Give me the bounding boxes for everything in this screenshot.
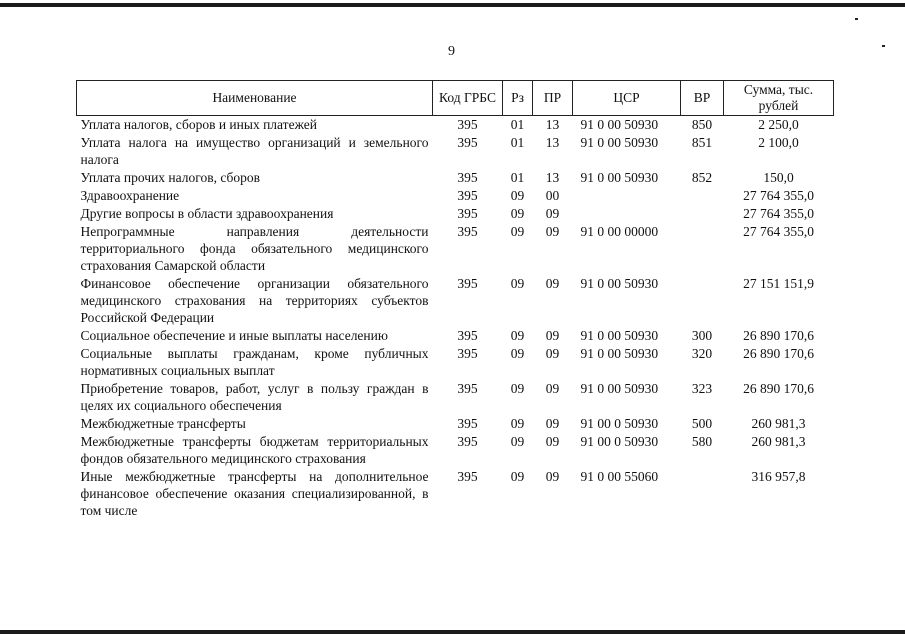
header-sum: Сумма, тыс. рублей xyxy=(724,81,834,116)
cell-pr: 13 xyxy=(545,117,560,132)
table-row xyxy=(77,327,834,345)
cell-sum: 27 764 355,0 xyxy=(743,206,814,221)
cell-csr: 91 0 00 50930 xyxy=(580,346,659,361)
cell-grbs: 395 xyxy=(457,206,478,221)
cell-rz: 09 xyxy=(510,224,525,239)
cell-grbs: 395 xyxy=(457,117,478,132)
cell-sum: 26 890 170,6 xyxy=(743,381,814,396)
cell-vr: 323 xyxy=(691,381,713,396)
cell-csr: 91 00 0 50930 xyxy=(580,434,659,449)
header-name: Наименование xyxy=(77,81,433,116)
cell-rz: 09 xyxy=(510,328,525,343)
cell-pr: 13 xyxy=(545,135,560,150)
cell-csr: 91 0 00 50930 xyxy=(580,170,659,185)
cell-pr: 09 xyxy=(545,416,560,431)
cell-rz: 09 xyxy=(510,188,525,203)
cell-sum: 27 151 151,9 xyxy=(743,276,814,291)
cell-rz: 09 xyxy=(510,346,525,361)
cell-vr: 300 xyxy=(691,328,713,343)
cell-grbs: 395 xyxy=(457,224,478,239)
cell-vr xyxy=(681,205,724,223)
cell-name: Финансовое обеспечение организации обязательного медицинского страхования на территориях субъектов Российской Федерации xyxy=(80,276,429,325)
cell-pr: 00 xyxy=(545,188,560,203)
table-row xyxy=(77,275,834,327)
cell-name: Межбюджетные трансферты xyxy=(80,416,246,431)
cell-csr: 91 0 00 50930 xyxy=(580,117,659,132)
table-row xyxy=(77,468,834,520)
cell-vr: 500 xyxy=(691,416,713,431)
header-pr: ПР xyxy=(533,81,573,116)
cell-rz: 01 xyxy=(510,135,525,150)
cell-grbs: 395 xyxy=(457,416,478,431)
cell-csr: 91 0 00 55060 xyxy=(580,469,659,484)
cell-vr xyxy=(681,223,724,275)
cell-sum: 26 890 170,6 xyxy=(743,328,814,343)
cell-grbs: 395 xyxy=(457,188,478,203)
cell-vr: 580 xyxy=(691,434,713,449)
cell-sum: 260 981,3 xyxy=(751,416,806,431)
header-rz: Рз xyxy=(503,81,533,116)
table-row xyxy=(77,433,834,468)
cell-csr: 91 0 00 50930 xyxy=(580,328,659,343)
cell-csr: 91 0 00 00000 xyxy=(580,224,659,239)
cell-vr xyxy=(681,275,724,327)
cell-name: Уплата налогов, сборов и иных платежей xyxy=(80,117,317,132)
cell-name: Иные межбюджетные трансферты на дополнительное финансовое обеспечение оказания специализированной, в том числе xyxy=(80,469,429,518)
budget-table xyxy=(76,80,834,520)
cell-pr: 09 xyxy=(545,434,560,449)
cell-grbs: 395 xyxy=(457,328,478,343)
table-body xyxy=(77,116,834,521)
cell-name: Межбюджетные трансферты бюджетам территориальных фондов обязательного медицинского страхования xyxy=(80,434,429,466)
cell-sum: 260 981,3 xyxy=(751,434,806,449)
cell-sum: 316 957,8 xyxy=(751,469,806,484)
table-row xyxy=(77,345,834,380)
cell-rz: 01 xyxy=(510,170,525,185)
cell-vr xyxy=(681,468,724,520)
cell-rz: 09 xyxy=(510,469,525,484)
cell-pr: 09 xyxy=(545,206,560,221)
cell-rz: 09 xyxy=(510,206,525,221)
cell-sum: 26 890 170,6 xyxy=(743,346,814,361)
cell-grbs: 395 xyxy=(457,170,478,185)
cell-grbs: 395 xyxy=(457,135,478,150)
cell-vr: 852 xyxy=(691,170,713,185)
cell-grbs: 395 xyxy=(457,276,478,291)
cell-csr: 91 0 00 50930 xyxy=(580,381,659,396)
cell-pr: 09 xyxy=(545,224,560,239)
cell-rz: 09 xyxy=(510,276,525,291)
header-grbs: Код ГРБС xyxy=(433,81,503,116)
cell-pr: 09 xyxy=(545,276,560,291)
table-row xyxy=(77,134,834,169)
top-border-line xyxy=(0,3,905,7)
cell-csr: 91 0 00 50930 xyxy=(580,135,659,150)
cell-pr: 09 xyxy=(545,346,560,361)
cell-sum: 150,0 xyxy=(763,170,794,185)
cell-rz: 01 xyxy=(510,117,525,132)
cell-rz: 09 xyxy=(510,381,525,396)
scan-speck xyxy=(855,18,858,20)
cell-vr: 320 xyxy=(691,346,713,361)
table-row xyxy=(77,169,834,187)
cell-rz: 09 xyxy=(510,416,525,431)
cell-pr: 13 xyxy=(545,170,560,185)
header-csr: ЦСР xyxy=(573,81,681,116)
cell-grbs: 395 xyxy=(457,469,478,484)
cell-pr: 09 xyxy=(545,381,560,396)
cell-name: Уплата прочих налогов, сборов xyxy=(80,170,260,185)
cell-name: Социальные выплаты гражданам, кроме публичных нормативных социальных выплат xyxy=(80,346,429,378)
cell-csr xyxy=(573,187,681,205)
table-row xyxy=(77,380,834,415)
table-row xyxy=(77,116,834,135)
cell-csr: 91 00 0 50930 xyxy=(580,416,659,431)
table-row xyxy=(77,223,834,275)
cell-csr: 91 0 00 50930 xyxy=(580,276,659,291)
table-row xyxy=(77,205,834,223)
table-row xyxy=(77,415,834,433)
cell-pr: 09 xyxy=(545,469,560,484)
cell-grbs: 395 xyxy=(457,434,478,449)
cell-vr: 851 xyxy=(691,135,713,150)
bottom-border-line xyxy=(0,630,905,634)
scan-speck xyxy=(882,45,885,47)
cell-name: Непрограммные направления деятельности территориального фонда обязательного медицинского страхования Самарской области xyxy=(80,224,429,273)
table-row xyxy=(77,187,834,205)
page-number: 9 xyxy=(448,44,455,59)
cell-grbs: 395 xyxy=(457,346,478,361)
cell-pr: 09 xyxy=(545,328,560,343)
cell-sum: 27 764 355,0 xyxy=(743,188,814,203)
cell-vr: 850 xyxy=(691,117,713,132)
cell-name: Социальное обеспечение и иные выплаты населению xyxy=(80,328,388,343)
cell-csr xyxy=(573,205,681,223)
cell-rz: 09 xyxy=(510,434,525,449)
cell-name: Здравоохранение xyxy=(80,188,180,203)
table-header-row xyxy=(77,81,834,116)
cell-sum: 2 250,0 xyxy=(758,117,799,132)
cell-name: Приобретение товаров, работ, услуг в пользу граждан в целях их социального обеспечения xyxy=(80,381,429,413)
cell-vr xyxy=(681,187,724,205)
cell-name: Другие вопросы в области здравоохранения xyxy=(80,206,334,221)
cell-sum: 27 764 355,0 xyxy=(743,224,814,239)
cell-sum: 2 100,0 xyxy=(758,135,799,150)
cell-name: Уплата налога на имущество организаций и земельного налога xyxy=(80,135,429,167)
cell-grbs: 395 xyxy=(457,381,478,396)
header-vr: ВР xyxy=(681,81,724,116)
